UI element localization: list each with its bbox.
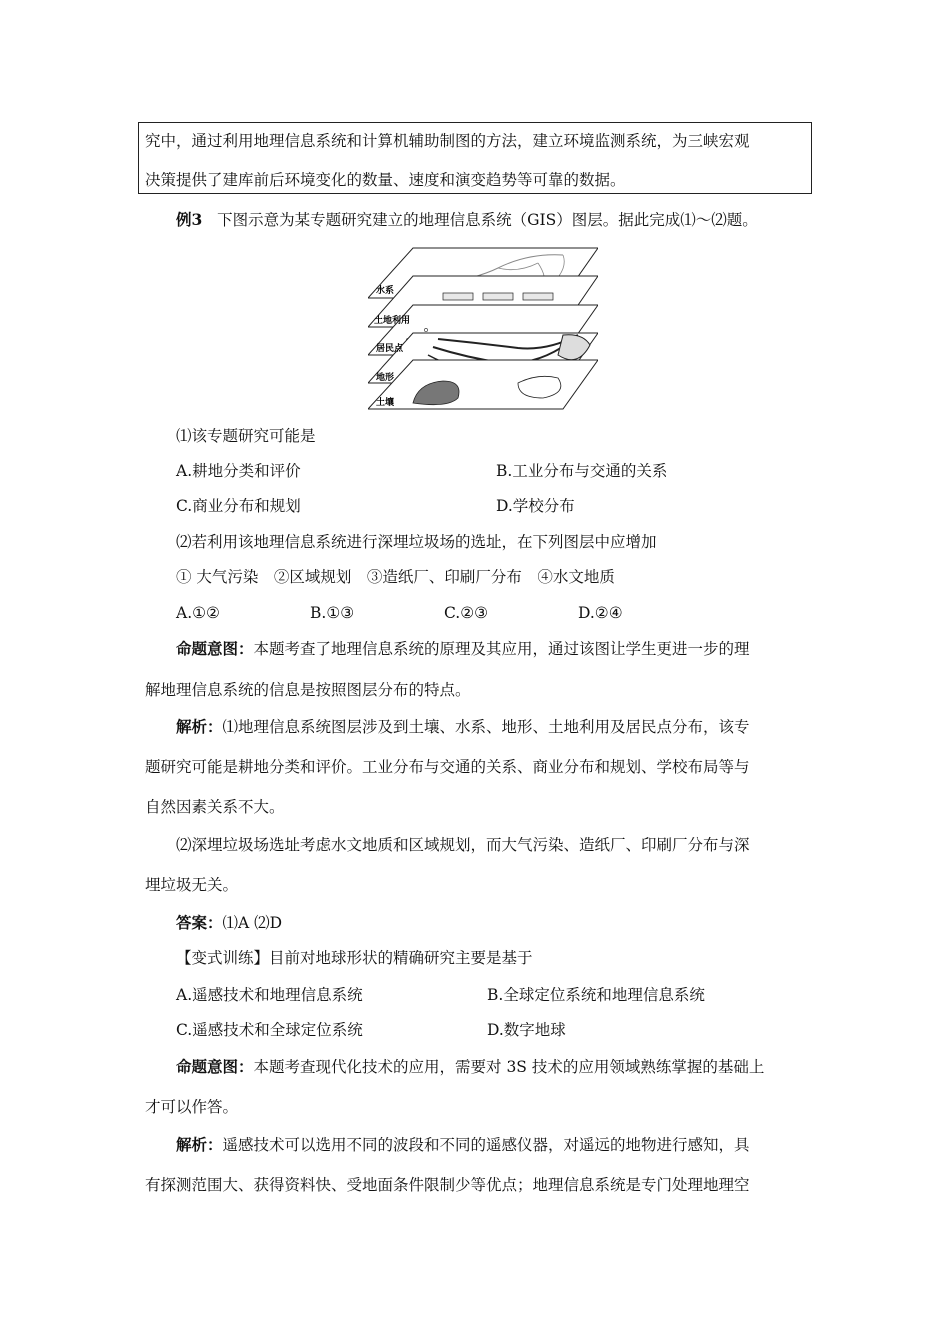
q1-stem: ⑴该专题研究可能是	[176, 427, 316, 445]
answer-line	[176, 913, 282, 933]
layer-label-soil: 土壤	[376, 398, 395, 408]
analysis1-line-4: ⑵深埋垃圾场选址考虑水文地质和区域规划，而大气污染、造纸厂、印刷厂分布与深	[176, 836, 750, 854]
analysis1-line-5: 埋垃圾无关。	[145, 876, 239, 894]
layer-label-settlements: 居民点	[376, 344, 404, 354]
analysis1-text-1: ⑴地理信息系统图层涉及到土壤、水系、地形、土地利用及居民点分布，该专	[222, 718, 750, 736]
analysis2-line-1	[176, 1135, 750, 1155]
variant-option-a: A.遥感技术和地理信息系统	[176, 986, 363, 1004]
variant-line	[176, 948, 533, 968]
q1-option-c: C.商业分布和规划	[176, 497, 301, 515]
q1-option-b: B.工业分布与交通的关系	[496, 462, 668, 480]
variant-option-c: C.遥感技术和全球定位系统	[176, 1021, 363, 1039]
layer-label-land-use: 土地利用	[374, 316, 411, 326]
variant-option-d: D.数字地球	[487, 1021, 566, 1039]
analysis1-line-1	[176, 717, 750, 737]
variant-label: 【变式训练】	[176, 949, 270, 967]
q2-option-a: A.①②	[176, 604, 220, 622]
intent1-line-1	[176, 639, 750, 659]
intent2-label: 命题意图：	[176, 1057, 254, 1076]
answer-text: ⑴A ⑵D	[222, 914, 283, 932]
intent2-line-1	[176, 1057, 764, 1077]
answer-label: 答案：	[176, 913, 223, 932]
analysis1-line-3: 自然因素关系不大。	[145, 798, 285, 816]
q2-option-c: C.②③	[444, 604, 489, 622]
q2-option-d: D.②④	[578, 604, 623, 622]
box-line-1: 究中，通过利用地理信息系统和计算机辅助制图的方法，建立环境监测系统，为三峡宏观	[145, 132, 750, 150]
layer-label-terrain: 地形	[376, 373, 395, 383]
intent1-label: 命题意图：	[176, 639, 254, 658]
intent2-text-1: 本题考查现代化技术的应用，需要对 3S 技术的应用领域熟练掌握的基础上	[253, 1058, 765, 1076]
example-text: 下图示意为某专题研究建立的地理信息系统（GIS）图层。据此完成⑴～⑵题。	[217, 211, 758, 229]
q2-stem: ⑵若利用该地理信息系统进行深埋垃圾场的选址，在下列图层中应增加	[176, 533, 657, 551]
layer-label-water: 水系	[376, 286, 395, 296]
variant-text: 目前对地球形状的精确研究主要是基于	[269, 949, 533, 967]
analysis2-text-1: 遥感技术可以选用不同的波段和不同的遥感仪器，对遥远的地物进行感知，具	[222, 1136, 750, 1154]
example-label: 例3	[176, 210, 203, 229]
analysis1-line-2: 题研究可能是耕地分类和评价。工业分布与交通的关系、商业分布和规划、学校布局等与	[145, 758, 750, 776]
q2-option-b: B.①③	[310, 604, 355, 622]
q2-items: ① 大气污染 ②区域规划 ③造纸厂、印刷厂分布 ④水文地质	[176, 568, 615, 586]
q1-option-a: A.耕地分类和评价	[176, 462, 301, 480]
analysis2-line-2: 有探测范围大、获得资料快、受地面条件限制少等优点；地理信息系统是专门处理地理空	[145, 1176, 750, 1194]
intent2-line-2: 才可以作答。	[145, 1098, 239, 1116]
example-3-heading	[176, 210, 758, 230]
analysis2-label: 解析：	[176, 1135, 223, 1154]
intent1-text-1: 本题考查了地理信息系统的原理及其应用，通过该图让学生更进一步的理	[253, 640, 750, 658]
q1-option-d: D.学校分布	[496, 497, 575, 515]
gis-layers-figure	[368, 243, 598, 413]
box-line-2: 决策提供了建库前后环境变化的数量、速度和演变趋势等可靠的数据。	[145, 171, 626, 189]
intent1-line-2: 解地理信息系统的信息是按照图层分布的特点。	[145, 681, 471, 699]
analysis1-label: 解析：	[176, 717, 223, 736]
variant-option-b: B.全球定位系统和地理信息系统	[487, 986, 705, 1004]
